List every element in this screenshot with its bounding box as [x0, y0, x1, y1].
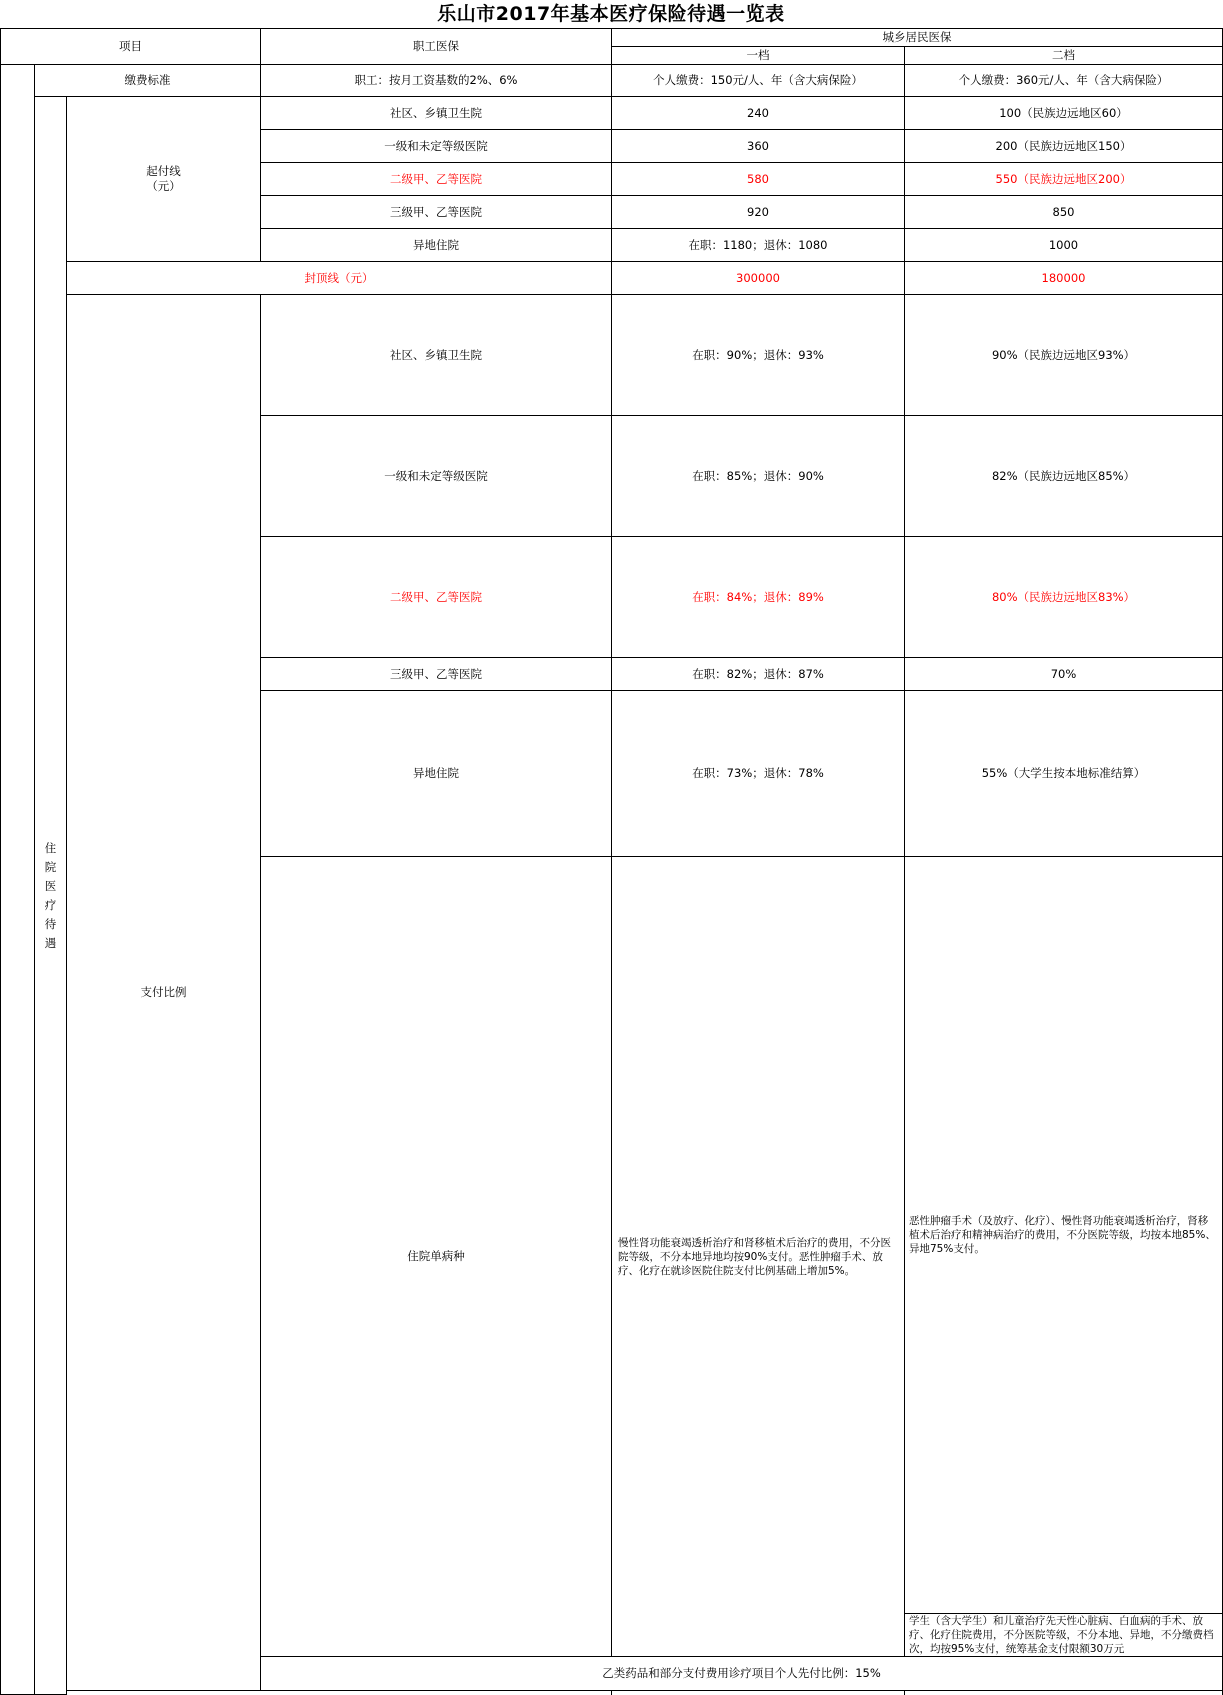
deductible-row-resident: 1000	[905, 229, 1223, 262]
header-tier2: 二档	[905, 47, 1223, 65]
deductible-row-name: 二级甲、乙等医院	[261, 163, 612, 196]
deductible-row-resident: 850	[905, 196, 1223, 229]
cap-label: 封顶线（元）	[67, 262, 612, 295]
deductible-row-resident: 200（民族边远地区150）	[905, 130, 1223, 163]
header-resident: 城乡居民医保	[612, 29, 1223, 47]
deductible-row-name: 社区、乡镇卫生院	[261, 97, 612, 130]
deductible-row-name: 异地住院	[261, 229, 612, 262]
deductible-row-resident: 100（民族边远地区60）	[905, 97, 1223, 130]
ratio-row-employee: 在职：90%；退休：93%	[612, 295, 905, 416]
header-employee: 职工医保	[261, 29, 612, 65]
deductible-row-resident: 550（民族边远地区200）	[905, 163, 1223, 196]
ratio-row-employee: 在职：85%；退休：90%	[612, 416, 905, 537]
single-disease-tier1: 恶性肿瘤手术（及放疗、化疗）、慢性肾功能衰竭透析治疗，肾移植术后治疗和精神病治疗的费用，不分医院等级，均按本地85%、异地75%支付。	[905, 857, 1223, 1614]
benefit-table	[0, 28, 1223, 1695]
cap-employee: 300000	[612, 262, 905, 295]
header-tier1: 一档	[612, 47, 905, 65]
inpatient-label	[35, 97, 67, 1695]
deductible-label	[67, 97, 261, 262]
inpatient-label-text: 住 院 医 疗 待 遇	[44, 840, 57, 950]
single-disease-label: 住院单病种	[261, 857, 612, 1657]
contribution-tier1: 个人缴费：150元/人、年（含大病保险）	[612, 65, 905, 97]
ratio-row-name: 二级甲、乙等医院	[261, 537, 612, 658]
ratio-row-name: 社区、乡镇卫生院	[261, 295, 612, 416]
deductible-row-name: 一级和未定等级医院	[261, 130, 612, 163]
deductible-row-employee: 920	[612, 196, 905, 229]
ratio-row-tier1: 82%（民族边远地区85%）	[905, 416, 1223, 537]
contribution-tier2: 个人缴费：360元/人、年（含大病保险）	[905, 65, 1223, 97]
cap-tier1: 180000	[905, 262, 1223, 295]
deductible-row-employee: 580	[612, 163, 905, 196]
single-disease-employee: 慢性肾功能衰竭透析治疗和肾移植术后治疗的费用，不分医院等级，不分本地异地均按90%支付。恶性肿瘤手术、放疗、化疗在就诊医院住院支付比例基础上增加5%。	[612, 857, 905, 1657]
cut-row-cell	[67, 1691, 612, 1695]
deductible-row-employee: 360	[612, 130, 905, 163]
page-title: 乐山市2017年基本医疗保险待遇一览表	[437, 3, 785, 25]
outer-left-cell	[1, 65, 35, 1695]
deductible-row-name: 三级甲、乙等医院	[261, 196, 612, 229]
ratio-row-employee: 在职：73%；退休：78%	[612, 691, 905, 857]
ratio-row-name: 三级甲、乙等医院	[261, 658, 612, 691]
ratio-row-employee: 在职：82%；退休：87%	[612, 658, 905, 691]
ratio-row-tier1: 70%	[905, 658, 1223, 691]
single-disease-students: 学生（含大学生）和儿童治疗先天性心脏病、白血病的手术、放疗、化疗住院费用，不分医院等级，不分本地、异地，不分缴费档次，均按95%支付，统筹基金支付限额30万元	[905, 1614, 1223, 1657]
deductible-row-employee: 240	[612, 97, 905, 130]
contribution-label: 缴费标准	[35, 65, 261, 97]
deductible-row-employee: 在职：1180；退休：1080	[612, 229, 905, 262]
deductible-label-text: 起付线 （元）	[146, 164, 181, 193]
cut-row-cell	[905, 1691, 1223, 1695]
cut-row-cell	[612, 1691, 905, 1695]
contribution-employee: 职工：按月工资基数的2%、6%	[261, 65, 612, 97]
ratio-row-employee: 在职：84%；退休：89%	[612, 537, 905, 658]
ratio-label: 支付比例	[67, 295, 261, 1691]
ratio-row-tier1: 90%（民族边远地区93%）	[905, 295, 1223, 416]
ratio-row-tier1: 80%（民族边远地区83%）	[905, 537, 1223, 658]
ratio-row-tier1: 55%（大学生按本地标准结算）	[905, 691, 1223, 857]
ratio-row-name: 一级和未定等级医院	[261, 416, 612, 537]
header-item: 项目	[1, 29, 261, 65]
copay-note: 乙类药品和部分支付费用诊疗项目个人先付比例：15%	[261, 1657, 1223, 1691]
ratio-row-name: 异地住院	[261, 691, 612, 857]
